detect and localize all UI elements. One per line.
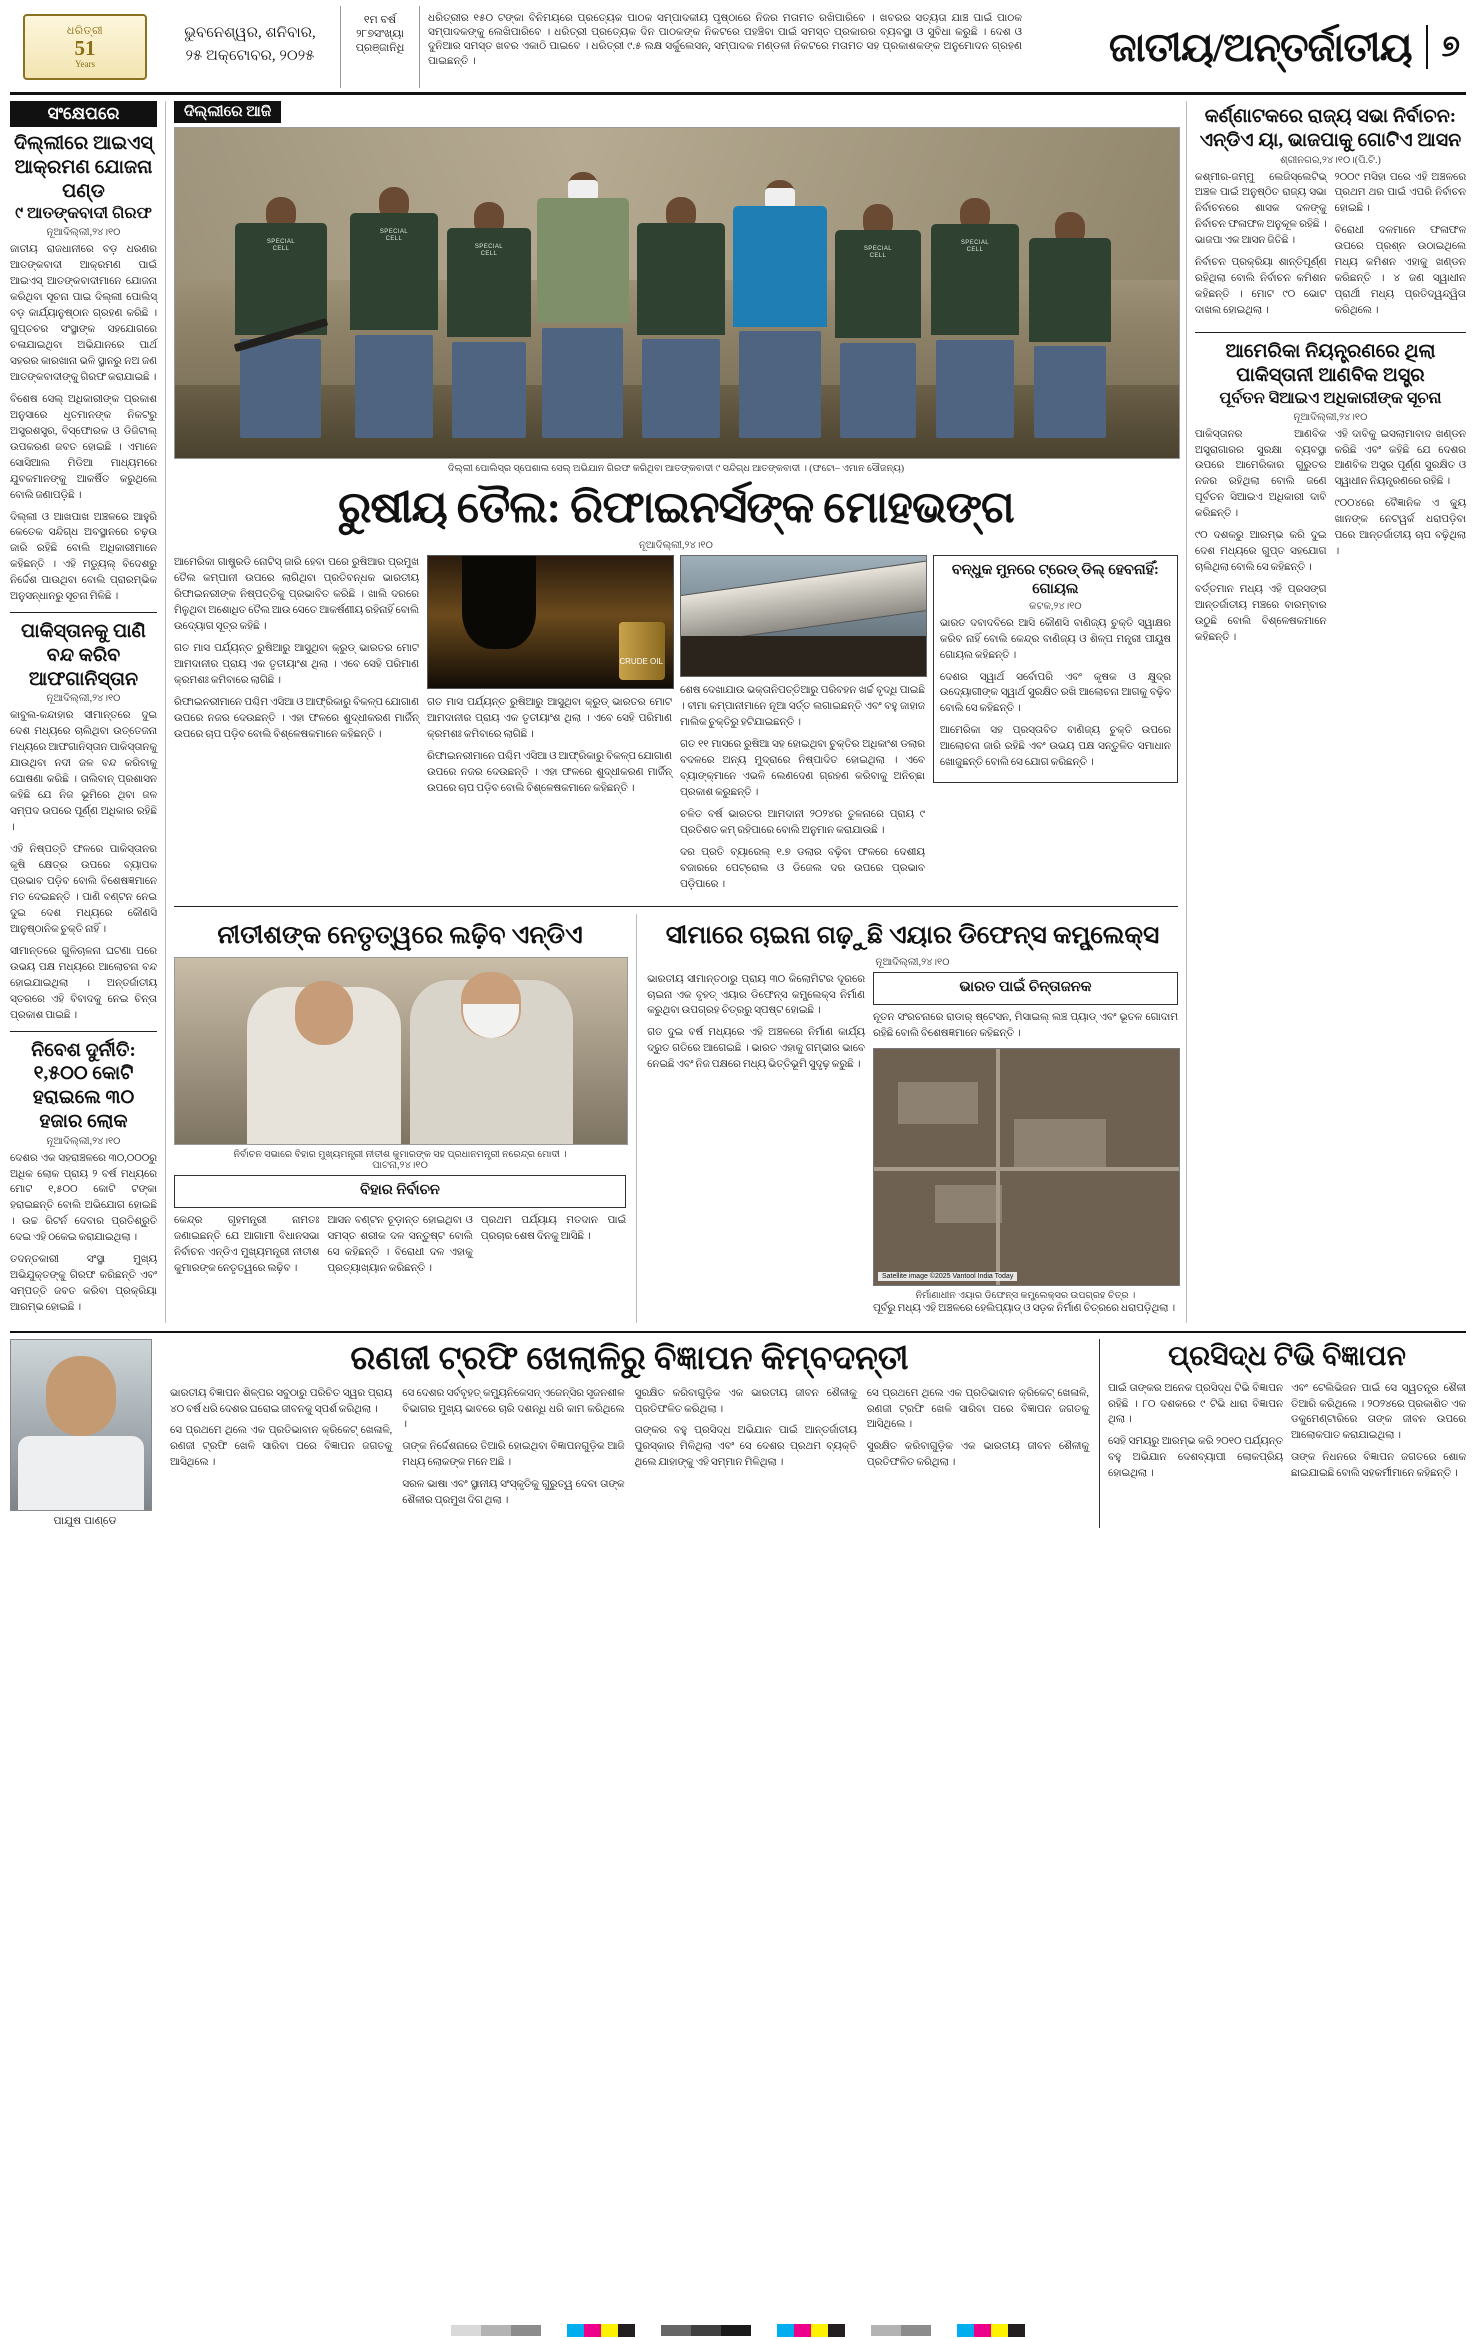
obituary-columns: [170, 1386, 1089, 1516]
sidebar-headline: ବନ୍ଧୁକ ମୁନରେ ଟ୍ରେଡ୍ ଡିଲ୍ ହେବନାହିଁ: ଗୋୟଲ: [951, 562, 1159, 597]
story-paragraph: ଏହି ନିଷ୍ପତ୍ତି ଫଳରେ ପାକିସ୍ତାନର କୃଷି କ୍ଷେତ୍ର ଉପରେ ବ୍ୟାପକ ପ୍ରଭାବ ପଡ଼ିବ ବୋଲି ବିଶେଷଜ୍ଞମାନେ ମତ ଦେଇଛନ୍ତି । ପାଣି ବଣ୍ଟନ ନେଇ ଦୁଇ ଦେଶ ମଧ୍ୟରେ କୌଣସି ଆନୁଷ୍ଠାନିକ ଚୁକ୍ତି ନାହିଁ ।: [10, 844, 157, 935]
story-headline: କର୍ଣ୍ଣାଟକରେ ରାଜ୍ୟ ସଭା ନିର୍ବାଚନ: ଏନ୍‌ଡିଏ ୟା, ଭାଜପାକୁ ଗୋଟିଏ ଆସନ: [1199, 106, 1462, 151]
main-story-columns: [174, 555, 1178, 898]
story-paragraph: ଆମେରିକା ସହ ପ୍ରସ୍ତାବିତ ବାଣିଜ୍ୟ ଚୁକ୍ତି ଉପରେ ଆଲୋଚନା ଜାରି ରହିଛି ଏବଂ ଉଭୟ ପକ୍ଷ ସନ୍ତୁଳିତ ସମାଧାନ ଖୋଜୁଛନ୍ତି ବୋଲି ସେ ଯୋଗ କରିଛନ୍ତି ।: [939, 725, 1171, 769]
photo-person-head: [46, 1356, 116, 1436]
oil-barrel: [619, 622, 665, 680]
tv-col-2: [1291, 1381, 1466, 1489]
story-paragraph: ଗତ ଦୁଇ ବର୍ଷ ମଧ୍ୟରେ ଏହି ଅଞ୍ଚଳରେ ନିର୍ମାଣ କାର୍ଯ୍ୟ ଦ୍ରୁତ ଗତିରେ ଆଗେଇଛି । ଭାରତ ଏହାକୁ ଗମ୍ଭୀର ଭାବେ ନେଇଛି ଏବଂ ନିଜ ପକ୍ଷରେ ମଧ୍ୟ ଭିତ୍ତିଭୂମି ସୁଦୃଢ଼ କରୁଛି ।: [647, 1027, 865, 1071]
story-paragraph: ସୀମାନ୍ତରେ ଗୁଳିଚାଳନା ଘଟଣା ପରେ ଉଭୟ ପକ୍ଷ ମଧ୍ୟରେ ଆଲୋଚନା ବନ୍ଦ ହୋଇଯାଇଥିଲା । ଅନ୍ତର୍ଜାତୀୟ ସ୍ତରରେ ଏହି ବିବାଦକୁ ନେଇ ଚିନ୍ତା ପ୍ରକାଶ ପାଇଛି ।: [10, 945, 157, 1021]
grey-swatches-right: [871, 2325, 931, 2336]
photo-tag-row: [174, 101, 1178, 123]
photo-shirt: [733, 206, 827, 327]
grey-swatch: [901, 2325, 931, 2336]
section-title: ଜାତୀୟ/ଅନ୍ତର୍ଜାତୀୟ: [1108, 24, 1412, 70]
obit-col-1: [170, 1386, 392, 1516]
story-paragraph: ସରଳ ଭାଷା ଏବଂ ସ୍ଥାନୀୟ ସଂସ୍କୃତିକୁ ଗୁରୁତ୍ୱ ଦେବା ତାଙ୍କ ଶୈଳୀର ପ୍ରମୁଖ ଦିଗ ଥିଲା ।: [402, 1479, 625, 1507]
obituary-row: [10, 1339, 1089, 1528]
black-swatch: [618, 2324, 635, 2337]
cmyk-swatches-left: [567, 2324, 635, 2337]
right-column: [1186, 101, 1466, 1323]
story-paragraph: ଏବଂ ଟେଲିଭିଜନ ପାଇଁ ସେ ସ୍ୱତନ୍ତ୍ର ଶୈଳୀ ତିଆରି କରିଥିଲେ । ୨୦୨୪ରେ ପ୍ରକାଶିତ ଏକ ଡକୁମେଣ୍ଟାରିରେ ତାଙ୍କ ଜୀବନ ଉପରେ ଆଲୋକପାତ କରାଯାଇଥିଲା ।: [1291, 1382, 1466, 1442]
story-paragraph: କେନ୍ଦ୍ର ଗୃହମନ୍ତ୍ରୀ ନାମତଃ ଜଣାଇଛନ୍ତି ଯେ ଆଗାମୀ ବିଧାନସଭା ନିର୍ବାଚନ ଏନ୍‌ଡିଏ ମୁଖ୍ୟମନ୍ତ୍ରୀ ନୀତୀଶ କୁମାରଙ୍କ ନେତୃତ୍ୱରେ ଲଢ଼ିବ ।: [173, 1214, 320, 1274]
satellite-photo: [873, 1048, 1180, 1286]
story-headline: ନିବେଶ ଦୁର୍ନୀତି: ୧,୫୦୦ କୋଟି ହରାଇଲେ ୩୦ ହଜାର ଲୋକ: [31, 1039, 136, 1132]
bihar-photo-caption: ନିର୍ବାଚନ ସଭାରେ ବିହାର ମୁଖ୍ୟମନ୍ତ୍ରୀ ନୀତୀଶ କୁମାରଙ୍କ ସହ ପ୍ରଧାନମନ୍ତ୍ରୀ ନରେନ୍ଦ୍ର ମୋଦୀ ।: [233, 1149, 567, 1160]
photo-person-beard: [463, 1004, 519, 1038]
masthead-strapline: ଧରିତ୍ରୀର ୧୫୦ ଟଙ୍କା ବିନିମୟରେ ପ୍ରତ୍ୟେକ ପାଠକ ସମ୍ପାଦକୀୟ ପୃଷ୍ଠାରେ ନିଜର ମତାମତ ରଖିପାରିବେ । ଖବରର ସତ୍ୟତା ଯାଞ୍ଚ ପାଇଁ ପାଠକ ସମ୍ପାଦକଙ୍କୁ ଲେଖିପାରିବେ । ଧରିତ୍ରୀ ପ୍ରତ୍ୟେକ ଦିନ ପାଠକଙ୍କ ନିକଟରେ ପହଞ୍ଚିବା ପାଇଁ ସମସ୍ତ ପ୍ରକାରର ବ୍ୟବସ୍ଥା ଓ ସୁବିଧା କରୁଛି । ଦେଶ ଓ ଦୁନିଆର ସମସ୍ତ ଖବର ଏକାଠି ପାଇବେ । ଧରିତ୍ରୀ ୯.୫ ଲକ୍ଷ ସର୍କୁଲେସନ୍, ସମ୍ପାଦକ ମଣ୍ଡଳୀ ନିକଟରେ ମତାମତ ସହ ପ୍ରକାଶକଙ୍କ ଅନୁମୋଦନ ଗ୍ରହଣ ପାଇଛନ୍ତି ।: [428, 13, 1022, 67]
cmyk-swatches-right: [957, 2324, 1025, 2337]
photo-officer: [637, 223, 725, 438]
photo-legs: [542, 328, 623, 438]
photo-legs: [1034, 346, 1106, 438]
grey-swatch: [871, 2325, 901, 2336]
magenta-swatch: [794, 2324, 811, 2337]
story-paragraph: ଗତ ୧୧ ମାସରେ ରୁଷିଆ ସହ ହୋଇଥିବା ଚୁକ୍ତିର ଅଧିକାଂଶ ଡଲାର ବଦଳରେ ଅନ୍ୟ ମୁଦ୍ରାରେ ନିଷ୍ପାଦିତ ହୋଇଥିଲା । ଏବେ ବ୍ୟାଙ୍କ୍‌ମାନେ ଏଭଳି ଲେଣଦେଣ ଗ୍ରହଣ କରିବାକୁ ଅନିଚ୍ଛା ପ୍ରକାଶ କରୁଛନ୍ତି ।: [679, 739, 925, 799]
main-dateline: ନୂଆଦିଲ୍ଲୀ,୨୪।୧୦: [639, 540, 713, 552]
main-col-2: [427, 555, 672, 898]
photo-officer: [931, 224, 1019, 438]
vest-label: SPECIAL CELL: [863, 246, 893, 260]
grey-swatch: [661, 2325, 691, 2336]
goyal-sidebar: [933, 555, 1178, 783]
photo-vest: [931, 224, 1019, 335]
left-column: [10, 101, 157, 1323]
photo-officer: [835, 230, 921, 438]
story-dateline: ନୂଆଦିଲ୍ଲୀ,୨୪।୧୦: [1293, 411, 1368, 423]
masthead-edition: [340, 6, 420, 88]
page-number: ୭: [1441, 30, 1460, 63]
bihar-subhead-box: [174, 1175, 626, 1208]
photo-caption: ଦିଲ୍ଲୀ ପୋଲିସ୍‌ର ସ୍ପେଶାଲ ସେଲ୍ ଅଭିଯାନ ଗିରଫ କରିଥିବା ଆତଙ୍କବାଦୀ ୯ ସନ୍ଦିଗ୍ଧ ଆତଙ୍କବାଦୀ । (ଫଟୋ– ଏମାନ ସୌଜନ୍ୟ): [447, 464, 904, 474]
masthead-logo: [10, 6, 160, 88]
main-col-1: [174, 555, 419, 898]
divider: [1195, 332, 1466, 333]
story-paragraph: ଭାରତ ଦବାଦବିରେ ଆସି କୌଣସି ବାଣିଜ୍ୟ ଚୁକ୍ତି ସ୍ୱାକ୍ଷର କରିବ ନାହିଁ ବୋଲି କେନ୍ଦ୍ର ବାଣିଜ୍ୟ ଓ ଶିଳ୍ପ ମନ୍ତ୍ରୀ ପୀୟୂଷ ଗୋୟଲ କହିଛନ୍ତି ।: [939, 617, 1171, 661]
grey-swatch: [481, 2325, 511, 2336]
photo-tag: ଦିଲ୍ଲୀରେ ଆଜି: [174, 101, 281, 123]
china-photo-caption: ନିର୍ମାଣାଧୀନ ଏୟାର ଡିଫେନ୍ସ କମ୍ପ୍ଲେକ୍ସର ଉପଗ୍ରହ ଚିତ୍ର ।: [915, 1290, 1136, 1301]
china-columns: [647, 972, 1178, 1323]
cyan-swatch: [957, 2324, 974, 2337]
obit-col-4: [867, 1386, 1089, 1516]
obituary-headline: ରଣଜୀ ଟ୍ରଫି ଖେଲାଳିରୁ ବିଜ୍ଞାପନ କିମ୍ବଦନ୍ତୀ: [350, 1340, 909, 1377]
story-paragraph: ଶେଷ ଦେଖାଯାଉ ଭକ୍ତାନିପତ୍ତିଆରୁ ପରିବହନ ଖର୍ଚ୍ଚ ବୃଦ୍ଧି ପାଇଛି । ବୀମା କମ୍ପାନୀମାନେ ନୂଆ ସର୍ତ୍ତ ଲଗାଇଛନ୍ତି ଏବଂ ବହୁ ଜାହାଜ ମାଲିକ ଚୁକ୍ତିରୁ ହଟିଯାଇଛନ୍ତି ।: [679, 685, 925, 729]
photo-suspect: [537, 198, 629, 438]
tv-ads-headline: ପ୍ରସିଦ୍ଧ ଟିଭି ବିଜ୍ଞାପନ: [1168, 1340, 1406, 1372]
cyan-swatch: [777, 2324, 794, 2337]
photo-legs: [739, 331, 822, 438]
photo-vest: [637, 223, 725, 335]
photo-legs: [840, 343, 916, 439]
page-content: [10, 101, 1466, 1323]
masthead-place-date: [160, 6, 340, 88]
story-paragraph: ଭାରତୀୟ ବିଜ୍ଞାପନ ଶିଳ୍ପର ସବୁଠାରୁ ପରିଚିତ ସ୍ୱର ପ୍ରାୟ ୪୦ ବର୍ଷ ଧରି ଦେଶର ଘରୋଇ ଜୀବନକୁ ସ୍ପର୍ଶ କରିଥିଲା ।: [170, 1387, 393, 1415]
bihar-story: [174, 914, 626, 1323]
story-paragraph: ଦିଲ୍ଲୀ ଓ ଆଖପାଖ ଅଞ୍ଚଳରେ ଆହୁରି କେତେକ ସନ୍ଦିଗ୍ଧ ଅବସ୍ଥାନରେ ଚଢ଼ଉ ଜାରି ରହିଛି ବୋଲି ଅଧିକାରୀମାନେ କହିଛନ୍ତି । ଏହି ମଡ୍ୟୁଲ୍ ବିଦେଶରୁ ନିର୍ଦ୍ଦେଶ ପାଉଥିବା ବୋଲି ପ୍ରାରମ୍ଭିକ ଅନୁସନ୍ଧାନରୁ ସୂଚନା ମିଳିଛି ।: [10, 511, 157, 603]
story-paragraph: କଶ୍ମୀର-ଜମ୍ମୁ ଲେଜିସ୍ଲେଟିଭ୍ ଅଞ୍ଚଳ ପାଇଁ ଅନୁଷ୍ଠିତ ରାଜ୍ୟ ସଭା ନିର୍ବାଚନରେ ଶାସକ ଦଳଙ୍କୁ ନିର୍ବାଚନ ଫଳାଫଳ ଅନୁକୂଳ ରହିଛି । ଭାଜପା ଏକ ଆସନ ଜିତିଛି ।: [1194, 171, 1327, 247]
grey-swatches-left: [451, 2325, 541, 2336]
photo-vest: [1029, 238, 1111, 342]
story-paragraph: ବର୍ତ୍ତମାନ ମଧ୍ୟ ଏହି ପ୍ରସଙ୍ଗ ଆନ୍ତର୍ଜାତୀୟ ମଞ୍ଚରେ ବାରମ୍ବାର ଉଠୁଛି ବୋଲି ବିଶ୍ଳେଷକମାନେ କହିଛନ୍ତି ।: [1194, 584, 1327, 644]
photo-officer: [447, 228, 531, 438]
magenta-swatch: [974, 2324, 991, 2337]
tv-col-1: [1108, 1381, 1283, 1489]
obit-col-2: [402, 1386, 624, 1516]
left-story-3: [10, 1039, 157, 1317]
story-paragraph: ଗତ ମାସ ପର୍ଯ୍ୟନ୍ତ ରୁଷିଆରୁ ଆସୁଥିବା କ୍ରୁଡ୍ ଭାରତର ମୋଟ ଆମଦାନୀର ପ୍ରାୟ ଏକ ତୃତୀୟାଂଶ ଥିଲା । ଏବେ ସେହି ପରିମାଣ କ୍ରମଶଃ କମିବାରେ ଲାଗିଛି ।: [173, 643, 419, 687]
story-paragraph: ଗତ ମାସ ପର୍ଯ୍ୟନ୍ତ ରୁଷିଆରୁ ଆସୁଥିବା କ୍ରୁଡ୍ ଭାରତର ମୋଟ ଆମଦାନୀର ପ୍ରାୟ ଏକ ତୃତୀୟାଂଶ ଥିଲା । ଏବେ ସେହି ପରିମାଣ କ୍ରମଶଃ କମିବାରେ ଲାଗିଛି ।: [426, 697, 672, 741]
divider: [10, 1031, 157, 1032]
bottom-section: [10, 1331, 1466, 1528]
masthead: [10, 6, 1466, 95]
photo-shirt: [537, 198, 629, 323]
story-paragraph: ନୂତନ ସଂରଚନାରେ ରାଡାର୍ ଷ୍ଟେସନ, ମିସାଇଲ୍ ଲଞ୍ଚ ପ୍ୟାଡ୍ ଏବଂ ଭୂତଳ ଗୋଦାମ ରହିଛି ବୋଲି ବିଶେଷଜ୍ଞମାନେ କହିଛନ୍ତି ।: [872, 1011, 1178, 1039]
story-paragraph: ପାକିସ୍ତାନର ଆଣବିକ ଅସ୍ତ୍ରାଗାରର ସୁରକ୍ଷା ବ୍ୟବସ୍ଥା ଉପରେ ଆମେରିକାର ଗୁରୁତର ନଜର ରହିଥିଲା ବୋଲି ଜଣେ ପୂର୍ବତନ ସିଆଇଏ ଅଧିକାରୀ ଦାବି କରିଛନ୍ତି ।: [1194, 428, 1327, 520]
china-dateline: ନୂଆଦିଲ୍ଲୀ,୨୪।୧୦: [875, 956, 950, 968]
black-swatch: [1008, 2324, 1025, 2337]
story-paragraph: ବିରୋଧୀ ଦଳମାନେ ଫଳାଫଳ ଉପରେ ପ୍ରଶ୍ନ ଉଠାଇଥିଲେ ମଧ୍ୟ କମିଶନ ଏହାକୁ ଖଣ୍ଡନ କରିଛନ୍ତି । ୪ ଜଣ ସ୍ୱାଧୀନ ପ୍ରାର୍ଥୀ ମଧ୍ୟ ପ୍ରତିଦ୍ୱନ୍ଦ୍ୱିତା କରିଥିଲେ ।: [1334, 225, 1466, 317]
story-paragraph: ରିଫାଇନରୀମାନେ ପଶ୍ଚିମ ଏସିଆ ଓ ଆଫ୍ରିକାରୁ ବିକଳ୍ପ ଯୋଗାଣ ଉପରେ ନଜର ଦେଉଛନ୍ତି । ଏହା ଫଳରେ ଶୁଦ୍ଧୀକରଣ ମାର୍ଜିନ୍ ଉପରେ ଚାପ ପଡ଼ିବ ବୋଲି ବିଶ୍ଳେଷକମାନେ କହିଛନ୍ତି ।: [426, 751, 672, 795]
obituary-feature: [10, 1339, 1089, 1528]
china-subhead: ଭାରତ ପାଇଁ ଚିନ୍ତାଜନକ: [959, 978, 1092, 995]
photo-person-head: [295, 981, 353, 1045]
sidebar-dateline: କଟକ,୨୪।୧୦: [1029, 600, 1082, 612]
grey-swatch: [511, 2325, 541, 2336]
vest-label: SPECIAL CELL: [266, 239, 296, 253]
tv-ads-columns: [1108, 1381, 1466, 1489]
story-dateline: ନୂଆଦିଲ୍ଲୀ,୨୪।୧୦: [46, 693, 121, 705]
yellow-swatch: [601, 2324, 618, 2337]
edition-label: ପ୍ରଞ୍ଜାନିଧି: [355, 41, 405, 54]
photo-person-left: [247, 987, 401, 1143]
section-divider: [1426, 25, 1428, 69]
vest-label: SPECIAL CELL: [474, 244, 504, 258]
obituary-text-block: [170, 1339, 1089, 1528]
story-subhead: ପୂର୍ବତନ ସିଆଇଏ ଅଧିକାରୀଙ୍କ ସୂଚନା: [1219, 389, 1442, 407]
bihar-headline: ନୀତୀଶଙ୍କ ନେତୃତ୍ୱରେ ଲଢ଼ିବ ଏନ୍‌ଡିଏ: [217, 921, 583, 949]
pundit-photo: [10, 1339, 152, 1511]
sat-road: [874, 1167, 1179, 1171]
story-paragraph: ଚଳିତ ବର୍ଷ ଭାରତର ଆମଦାନୀ ୨୦୨୪ର ତୁଳନାରେ ପ୍ରାୟ ୯ ପ୍ରତିଶତ କମ୍ ରହିପାରେ ବୋଲି ଅନୁମାନ କରାଯାଉଛି ।: [679, 809, 925, 837]
photo-person-shirt: [18, 1436, 144, 1510]
oil-barrel-label: CRUDE OIL: [619, 657, 663, 667]
sat-structure: [898, 1082, 977, 1124]
right-story-2: [1195, 340, 1466, 652]
story-paragraph: ଭାରତୀୟ ସୀମାନ୍ତଠାରୁ ପ୍ରାୟ ୩୦ କିଲୋମିଟର ଦୂରରେ ଚାଇନା ଏକ ବୃହତ୍ ଏୟାର ଡିଫେନ୍ସ କମ୍ପ୍ଲେକ୍ସ ନିର୍ମାଣ କରୁଥିବା ଉପଗ୍ରହ ଚିତ୍ରରୁ ସ୍ପଷ୍ଟ ହୋଇଛି ।: [647, 973, 865, 1017]
story-paragraph: ବିଶେଷ ସେଲ୍ ଅଧିକାରୀଙ୍କ ପ୍ରକାଶ ଅନୁସାରେ ଧୃତମାନଙ୍କ ନିକଟରୁ ଅସ୍ତ୍ରଶସ୍ତ୍ର, ବିସ୍ଫୋରକ ଓ ଡିଜିଟାଲ୍ ଉପକରଣ ଜବତ ହୋଇଛି । ଏମାନେ ସୋସିଆଲ ମିଡିଆ ମାଧ୍ୟମରେ ଯୁବକମାନଙ୍କୁ ଆକର୍ଷିତ କରୁଥିଲେ ବୋଲି ଜଣାପଡ଼ିଛି ।: [10, 393, 157, 501]
logo-years-number: 51: [74, 36, 96, 60]
story-paragraph: ପୂର୍ବରୁ ମଧ୍ୟ ଏହି ଅଞ୍ଚଳରେ ହେଲିପ୍ୟାଡ୍ ଓ ସଡ଼କ ନିର୍ମାଣ ଚିତ୍ରରେ ଧରାପଡ଼ିଥିଲା ।: [872, 1302, 1176, 1314]
vest-label: SPECIAL CELL: [379, 229, 409, 243]
story-headline: ପାକିସ୍ତାନକୁ ପାଣି ବନ୍ଦ କରିବ ଆଫଗାନିସ୍ତାନ: [21, 621, 146, 690]
photo-face-mask: [765, 188, 795, 208]
sat-road: [996, 1049, 1000, 1285]
bihar-subhead: ବିହାର ନିର୍ବାଚନ: [360, 1181, 440, 1198]
center-column: [165, 101, 1178, 1323]
story-paragraph: କାବୁଲ-କନ୍ଦାହାର ସୀମାନ୍ତରେ ଦୁଇ ଦେଶ ମଧ୍ୟରେ ଚାଲିଥିବା ଉତ୍ତେଜନା ମଧ୍ୟରେ ଆଫଗାନିସ୍ତାନ ପାକିସ୍ତାନକୁ ଯାଉଥିବା ନଦୀ ଜଳ ବନ୍ଦ କରିବାକୁ ଘୋଷଣା କରିଛି । ତାଲିବାନ୍ ପ୍ରଶାସନ କହିଛି ଯେ ନିଜ ଭୂମିରେ ଥିବା ଜଳ ସମ୍ପଦ ଉପରେ ପୂର୍ଣ୍ଣ ଅଧିକାର ରହିଛି ।: [10, 710, 157, 834]
edition-issue: ୨୮୭ସଂଖ୍ୟା: [356, 27, 404, 40]
story-paragraph: ଏହି ଦାବିକୁ ଇସଲାମାବାଦ ଖଣ୍ଡନ କରିଛି ଏବଂ କହିଛି ଯେ ଦେଶର ଆଣବିକ ଅସ୍ତ୍ର ପୂର୍ଣ୍ଣ ସୁରକ୍ଷିତ ଓ ସ୍ୱାଧୀନ ନିୟନ୍ତ୍ରଣରେ ରହିଛି ।: [1334, 428, 1466, 488]
right-col-a: [1195, 427, 1327, 652]
right-col-b: [1334, 427, 1466, 652]
left-story-1: [10, 132, 157, 605]
story-paragraph: ତାଙ୍କ ନିଧନରେ ବିଜ୍ଞାପନ ଜଗତରେ ଶୋକ ଛାଇଯାଇଛି ବୋଲି ସହକର୍ମୀମାନେ କହିଛନ୍ତି ।: [1291, 1452, 1466, 1480]
bihar-columns: [174, 1213, 626, 1283]
photo-legs: [452, 342, 526, 439]
right-story-2-columns: [1195, 427, 1466, 652]
vest-label: SPECIAL CELL: [960, 240, 990, 254]
yellow-swatch: [991, 2324, 1008, 2337]
grey-swatches-mid: [661, 2325, 751, 2336]
bihar-photo: [174, 957, 628, 1145]
grey-swatch: [691, 2325, 721, 2336]
china-story: [636, 914, 1178, 1323]
main-headline: ରୁଷୀୟ ତୈଲ: ରିଫାଇନର୍ସଙ୍କ ମୋହଭଙ୍ଗ: [338, 483, 1014, 532]
sat-structure: [935, 1185, 1002, 1223]
masthead-date: ୨୫ ଅକ୍ଟୋବର, ୨୦୨୫: [185, 47, 315, 64]
china-headline: ସୀମାରେ ଚାଇନା ଗଢ଼ୁଛି ଏୟାର ଡିଫେନ୍ସ କମ୍ପ୍ଲେକ୍ସ: [665, 921, 1160, 949]
story-paragraph: ଦେଶର ସ୍ୱାର୍ଥ ସର୍ବୋପରି ଏବଂ କୃଷକ ଓ କ୍ଷୁଦ୍ର ଉଦ୍ୟୋଗୀଙ୍କ ସ୍ୱାର୍ଥ ସୁରକ୍ଷିତ ରଖି ଆଲୋଚନା ଆଗକୁ ବଢ଼ିବ ବୋଲି ସେ କହିଛନ୍ତି ।: [939, 671, 1171, 715]
edition-year: ୧ମ ବର୍ଷ: [363, 14, 397, 26]
story-paragraph: ଦର ପ୍ରତି ବ୍ୟାରେଲ୍ ୧.୭ ଡଲାର ବଢ଼ିବା ଫଳରେ ଦେଶୀୟ ବଜାରରେ ପେଟ୍ରୋଲ ଓ ଡିଜେଲ ଦର ଉପରେ ପ୍ରଭାବ ପଡ଼ିପାରେ ।: [679, 846, 925, 890]
tv-ads-feature: [1099, 1339, 1466, 1528]
cmyk-swatches-mid: [777, 2324, 845, 2337]
story-dateline: ନୂଆଦିଲ୍ଲୀ,୨୪।୧୦: [46, 1135, 121, 1147]
yellow-swatch: [811, 2324, 828, 2337]
obit-col-3: [635, 1386, 857, 1516]
story-paragraph: ସେ ପ୍ରଥମେ ଥିଲେ ଏକ ପ୍ରତିଭାବାନ କ୍ରିକେଟ୍ ଖେଳାଳି, ରଣଜୀ ଟ୍ରଫି ଖେଳି ସାରିବା ପରେ ବିଜ୍ଞାପନ ଜଗତକୁ ଆସିଥିଲେ ।: [866, 1387, 1089, 1431]
story-paragraph: ସେହି ସମୟରୁ ଆରମ୍ଭ କରି ୨୦୧୦ ପର୍ଯ୍ୟନ୍ତ ବହୁ ଅଭିଯାନ ଦେଶବ୍ୟାପୀ ଲୋକପ୍ରିୟ ହୋଇଥିଲା ।: [1108, 1436, 1283, 1480]
photo-legs: [240, 339, 321, 438]
story-paragraph: ୨୦୦୯ ମସିହା ପରେ ଏହି ଅଞ୍ଚଳରେ ପ୍ରଥମ ଥର ପାଇଁ ଏପରି ନିର୍ବାଚନ ହୋଇଛି ।: [1334, 171, 1466, 215]
logo-years-label: Years: [74, 59, 96, 69]
story-paragraph: ତଦନ୍ତକାରୀ ସଂସ୍ଥା ମୁଖ୍ୟ ଅଭିଯୁକ୍ତଙ୍କୁ ଗିରଫ କରିଛନ୍ତି ଏବଂ ସମ୍ପତ୍ତି ଜବତ କରିବା ପ୍ରକ୍ରିୟା ଆରମ୍ଭ ହୋଇଛି ।: [10, 1254, 157, 1314]
pundit-name: ପାଯୁଷ ପାଣ୍ଡେ: [53, 1514, 117, 1527]
story-headline: ଆମେରିକା ନିୟନ୍ତ୍ରଣରେ ଥିଲା ପାକିସ୍ତାନୀ ଆଣବିକ ଅସ୍ତ୍ର: [1225, 341, 1436, 386]
pipeline-foreground: [681, 636, 926, 677]
magenta-swatch: [584, 2324, 601, 2337]
story-subhead: ୯ ଆତଙ୍କବାଦୀ ଗିରଫ: [15, 205, 152, 223]
left-story-2: [10, 620, 157, 1023]
photo-vest: [235, 223, 327, 335]
photo-legs: [642, 339, 719, 438]
photo-vest: [835, 230, 921, 338]
cyan-swatch: [567, 2324, 584, 2337]
main-col-3: [680, 555, 925, 898]
photo-legs: [936, 340, 1013, 438]
photo-face-mask: [568, 180, 598, 200]
story-paragraph: ସେ ଦେଶର ସର୍ବବୃହତ୍ କମ୍ୟୁନିକେସନ୍ ଏଜେନ୍ସିର ସୃଜନଶୀଳ ବିଭାଗର ମୁଖ୍ୟ ଭାବରେ ଚାରି ଦଶନ୍ଧି ଧରି କାମ କରିଥିଲେ ।: [402, 1387, 625, 1431]
story-paragraph: ୯୦ ଦଶକରୁ ଆରମ୍ଭ କରି ଦୁଇ ଦେଶ ମଧ୍ୟରେ ଗୁପ୍ତ ସହଯୋଗ ଚାଲିଥିଲା ବୋଲି ସେ କହିଛନ୍ତି ।: [1194, 530, 1327, 574]
brief-box-header: ସଂକ୍ଷେପରେ: [10, 101, 157, 127]
story-paragraph: ରିଫାଇନରୀମାନେ ପଶ୍ଚିମ ଏସିଆ ଓ ଆଫ୍ରିକାରୁ ବିକଳ୍ପ ଯୋଗାଣ ଉପରେ ନଜର ଦେଉଛନ୍ତି । ଏହା ଫଳରେ ଶୁଦ୍ଧୀକରଣ ମାର୍ଜିନ୍ ଉପରେ ଚାପ ପଡ଼ିବ ବୋଲି ବିଶ୍ଳେଷକମାନେ କହିଛନ୍ତି ।: [173, 697, 419, 740]
story-paragraph: ତାଙ୍କର ବହୁ ପ୍ରସିଦ୍ଧ ଅଭିଯାନ ପାଇଁ ଆନ୍ତର୍ଜାତୀୟ ପୁରସ୍କାର ମିଳିଥିଲା ଏବଂ ସେ ଦେଶର ପ୍ରଥମ ବ୍ୟକ୍ତି ଥିଲେ ଯାହାଙ୍କୁ ଏହି ସମ୍ମାନ ମିଳିଥିଲା ।: [634, 1425, 857, 1469]
story-paragraph: ପ୍ରଥମ ପର୍ଯ୍ୟାୟ ମତଦାନ ପାଇଁ ପ୍ରଚାର ଶେଷ ଦିନକୁ ଆସିଛି ।: [480, 1214, 627, 1242]
right-story-1-columns: [1195, 170, 1466, 326]
story-headline: ଦିଲ୍ଲୀରେ ଆଇଏସ୍ ଆକ୍ରମଣ ଯୋଜନା ପଣ୍ଡ: [14, 133, 153, 202]
photo-legs: [355, 335, 432, 439]
divider: [174, 906, 1178, 907]
satellite-credit: Satellite image ©2025 Vantool India Today: [878, 1272, 1017, 1281]
oil-drip: [462, 556, 535, 648]
story-dateline: ଶ୍ରୀନଗର,୨୪।୧୦।(ପି.ଟି.): [1280, 154, 1381, 166]
story-paragraph: ସେ ପ୍ରଥମେ ଥିଲେ ଏକ ପ୍ରତିଭାବାନ କ୍ରିକେଟ୍ ଖେଳାଳି, ରଣଜୀ ଟ୍ରଫି ଖେଳି ସାରିବା ପରେ ବିଜ୍ଞାପନ ଜଗତକୁ ଆସିଥିଲେ ।: [170, 1425, 393, 1469]
logo-title: ଧରିତ୍ରୀ: [66, 25, 104, 37]
sat-structure: [1014, 1119, 1105, 1166]
china-col-2: [873, 972, 1178, 1323]
story-paragraph: ନିର୍ବାଚନ ପ୍ରକ୍ରିୟା ଶାନ୍ତିପୂର୍ଣ୍ଣ ରହିଥିଲା ବୋଲି ନିର୍ବାଚନ କମିଶନ କହିଛନ୍ତି । ମୋଟ ୯୦ ଭୋଟ ଦାଖଲ ହୋଇଥିଲା ।: [1194, 257, 1327, 317]
pundit-photo-block: [10, 1339, 160, 1528]
grey-swatch: [721, 2325, 751, 2336]
story-dateline: ନୂଆଦିଲ୍ଲୀ,୨୪।୧୦: [46, 227, 121, 239]
photo-vest: [447, 228, 531, 337]
photo-person-right: [410, 980, 573, 1144]
photo-suspect: [733, 206, 827, 438]
story-paragraph: ତାଙ୍କ ନିର୍ଦ୍ଦେଶନାରେ ତିଆରି ହୋଇଥିବା ବିଜ୍ଞାପନଗୁଡ଼ିକ ଆଜି ମଧ୍ୟ ଲୋକଙ୍କ ମନେ ଅଛି ।: [402, 1441, 625, 1469]
divider: [10, 612, 157, 613]
lead-photo: [174, 127, 1180, 459]
story-paragraph: ଆମେରିକା ଗାଷ୍ଟ୍ରଡି ନୋଟିସ୍ ଜାରି ହେବା ପରେ ରୁଷିଆର ପ୍ରମୁଖ ତୈଲ କମ୍ପାନୀ ଉପରେ ଲାଗିଥିବା ପ୍ରତିବନ୍ଧକ ଭାରତୀୟ ରିଫାଇନରୀଙ୍କ ନିଷ୍ପତ୍ତିକୁ ପ୍ରଭାବିତ କରିଛି । ଖାଲି ଦରରେ ମିଳୁଥିବା ଅଶୋଧିତ ତୈଲ ଆଉ ସେତେ ଆକର୍ଷଣୀୟ ରହିନାହିଁ ବୋଲି ଉଦ୍ୟୋଗ ସୂତ୍ର କହିଛି ।: [173, 557, 419, 633]
photo-officer: [1029, 238, 1111, 438]
right-col-a: [1195, 170, 1327, 326]
photo-officer: [350, 213, 438, 438]
right-col-b: [1334, 170, 1466, 326]
story-paragraph: ସୁରକ୍ଷିତ କରିବାଗୁଡ଼ିକ ଏକ ଭାରତୀୟ ଜୀବନ ଶୈଳୀକୁ ପ୍ରତିଫଳିତ କରିଥିଲା ।: [866, 1441, 1089, 1469]
story-paragraph: ଦେଶର ଏକ ସହରାଞ୍ଚଳରେ ୩୦,୦୦୦ରୁ ଅଧିକ ଲୋକ ପ୍ରାୟ ୨ ବର୍ଷ ମଧ୍ୟରେ ମୋଟ ୧,୫୦୦ କୋଟି ଟଙ୍କା ହରାଇଛନ୍ତି ବୋଲି ଅଭିଯୋଗ ହୋଇଛି । ଉଚ୍ଚ ରିଟର୍ନ ଦେବାର ପ୍ରତିଶ୍ରୁତି ଦେଇ ଏହି ଠକେଇ କରାଯାଇଥିଲା ।: [10, 1152, 157, 1244]
story-paragraph: ସୁରକ୍ଷିତ କରିବାଗୁଡ଼ିକ ଏକ ଭାରତୀୟ ଜୀବନ ଶୈଳୀକୁ ପ୍ରତିଫଳିତ କରିଥିଲା ।: [634, 1387, 857, 1415]
story-paragraph: ଆସନ ବଣ୍ଟନ ଚୂଡ଼ାନ୍ତ ହୋଇଥିବା ଓ ସମସ୍ତ ଶରୀକ ଦଳ ସନ୍ତୁଷ୍ଟ ବୋଲି ସେ କହିଛନ୍ତି । ବିରୋଧୀ ଦଳ ଏହାକୁ ପ୍ରତ୍ୟାଖ୍ୟାନ କରିଛନ୍ତି ।: [327, 1214, 473, 1274]
oil-photo: [427, 555, 674, 689]
china-subhead-box: [873, 972, 1178, 1005]
color-calibration-bar: [0, 2321, 1476, 2339]
black-swatch: [828, 2324, 845, 2337]
photo-vest: [350, 213, 438, 330]
main-col-4: [933, 555, 1178, 898]
story-paragraph: ପାଇଁ ତାଙ୍କର ଅନେକ ପ୍ରସିଦ୍ଧ ଟିଭି ବିଜ୍ଞାପନ ରହିଛି । ୮୦ ଦଶକରେ ୯ ଟିଭି ଧାରା ବିଜ୍ଞାପନ ଥିଲା ।: [1108, 1382, 1283, 1426]
pipeline-photo: [680, 555, 927, 677]
logo-seal: [23, 14, 147, 80]
grey-swatch: [451, 2325, 481, 2336]
masthead-section: [1030, 6, 1466, 88]
masthead-place: ଭୁବନେଶ୍ୱର, ଶନିବାର,: [184, 25, 316, 41]
bihar-dateline: ପାଟନା,୨୪।୧୦: [372, 1159, 428, 1171]
lower-stories: [174, 914, 1178, 1323]
story-paragraph: ୯୦୦୪ରେ ବୈଜ୍ଞାନିକ ଏ କ୍ୟୁ ଖାନଙ୍କ ନେଟୱର୍କ ଧରାପଡ଼ିବା ପରେ ଆନ୍ତର୍ଜାତୀୟ ଚାପ ବଢ଼ିଥିଲା ।: [1334, 498, 1466, 558]
story-paragraph: ଜାତୀୟ ରାଜଧାନୀରେ ବଡ଼ ଧରଣର ଆତଙ୍କବାଦୀ ଆକ୍ରମଣ ପାଇଁ ଆଇଏସ୍ ଆତଙ୍କବାଦୀମାନେ ଯୋଜନା କରିଥିବା ସୂଚନା ପାଇ ଦିଲ୍ଲୀ ପୋଲିସ୍ ବଡ଼ କାର୍ଯ୍ୟାନୁଷ୍ଠାନ ଗ୍ରହଣ କରିଛି । ଗୁପ୍ତଚର ସଂସ୍ଥାଙ୍କ ସହଯୋଗରେ ଚଳାଯାଇଥିବା ଅଭିଯାନରେ ପାର୍ଥ ସହରର କାରଖାନା ଭଳି ସ୍ଥାନରୁ ନଅ ଜଣ ଆତଙ୍କବାଦୀଙ୍କୁ ଗିରଫ କରାଯାଇଛି ।: [10, 244, 157, 383]
china-col-1: [647, 972, 865, 1323]
right-story-1: [1195, 105, 1466, 325]
